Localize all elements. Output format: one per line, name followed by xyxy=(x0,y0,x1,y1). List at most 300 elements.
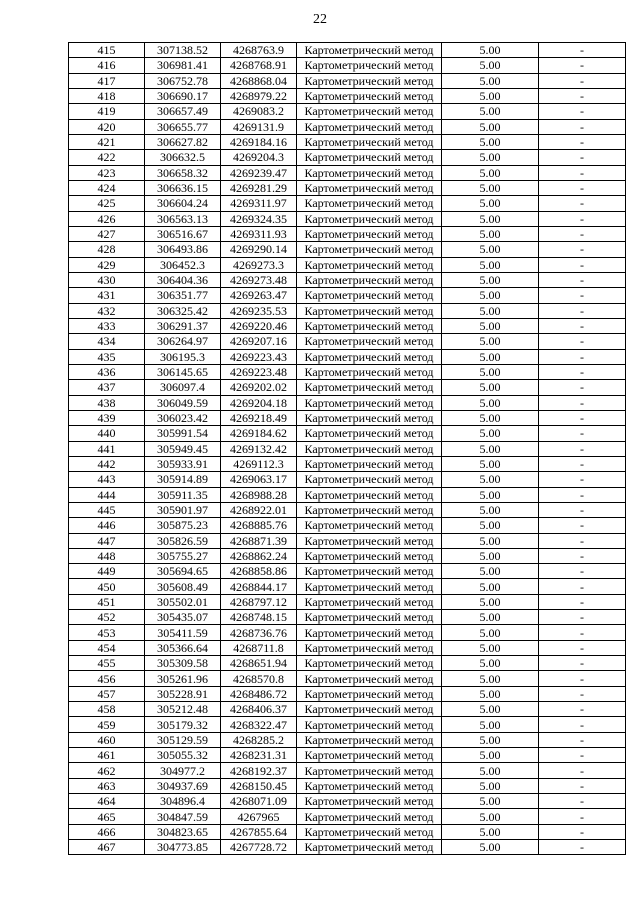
method-cell: Картометрический метод xyxy=(297,43,442,58)
point-number-cell: 445 xyxy=(69,502,145,517)
point-number-cell: 425 xyxy=(69,196,145,211)
method-cell: Картометрический метод xyxy=(297,134,442,149)
y-coordinate-cell: 4268844.17 xyxy=(221,579,297,594)
dash-cell: - xyxy=(539,809,626,824)
x-coordinate-cell: 304937.69 xyxy=(145,778,221,793)
method-cell: Картометрический метод xyxy=(297,303,442,318)
table-row xyxy=(69,763,626,778)
accuracy-cell: 5.00 xyxy=(442,824,539,839)
x-coordinate-cell: 306049.59 xyxy=(145,395,221,410)
x-coordinate-cell: 306516.67 xyxy=(145,226,221,241)
method-cell: Картометрический метод xyxy=(297,349,442,364)
method-cell: Картометрический метод xyxy=(297,441,442,456)
x-coordinate-cell: 305694.65 xyxy=(145,564,221,579)
table-row xyxy=(69,211,626,226)
table-row xyxy=(69,548,626,563)
accuracy-cell: 5.00 xyxy=(442,533,539,548)
accuracy-cell: 5.00 xyxy=(442,303,539,318)
y-coordinate-cell: 4267855.64 xyxy=(221,824,297,839)
table-row xyxy=(69,686,626,701)
x-coordinate-cell: 306658.32 xyxy=(145,165,221,180)
point-number-cell: 463 xyxy=(69,778,145,793)
method-cell: Картометрический метод xyxy=(297,702,442,717)
table-row xyxy=(69,303,626,318)
point-number-cell: 424 xyxy=(69,180,145,195)
point-number-cell: 446 xyxy=(69,518,145,533)
dash-cell: - xyxy=(539,196,626,211)
table-row xyxy=(69,533,626,548)
y-coordinate-cell: 4269204.18 xyxy=(221,395,297,410)
point-number-cell: 447 xyxy=(69,533,145,548)
point-number-cell: 436 xyxy=(69,364,145,379)
dash-cell: - xyxy=(539,318,626,333)
method-cell: Картометрический метод xyxy=(297,732,442,747)
point-number-cell: 437 xyxy=(69,380,145,395)
dash-cell: - xyxy=(539,671,626,686)
point-number-cell: 417 xyxy=(69,73,145,88)
dash-cell: - xyxy=(539,502,626,517)
x-coordinate-cell: 305366.64 xyxy=(145,640,221,655)
point-number-cell: 458 xyxy=(69,702,145,717)
table-row xyxy=(69,104,626,119)
point-number-cell: 416 xyxy=(69,58,145,73)
method-cell: Картометрический метод xyxy=(297,257,442,272)
point-number-cell: 466 xyxy=(69,824,145,839)
table-row xyxy=(69,594,626,609)
accuracy-cell: 5.00 xyxy=(442,119,539,134)
y-coordinate-cell: 4269223.43 xyxy=(221,349,297,364)
method-cell: Картометрический метод xyxy=(297,763,442,778)
accuracy-cell: 5.00 xyxy=(442,395,539,410)
y-coordinate-cell: 4268651.94 xyxy=(221,656,297,671)
x-coordinate-cell: 305179.32 xyxy=(145,717,221,732)
table-row xyxy=(69,318,626,333)
dash-cell: - xyxy=(539,58,626,73)
accuracy-cell: 5.00 xyxy=(442,487,539,502)
x-coordinate-cell: 306023.42 xyxy=(145,410,221,425)
point-number-cell: 450 xyxy=(69,579,145,594)
y-coordinate-cell: 4269235.53 xyxy=(221,303,297,318)
dash-cell: - xyxy=(539,594,626,609)
point-number-cell: 443 xyxy=(69,472,145,487)
table-row xyxy=(69,410,626,425)
accuracy-cell: 5.00 xyxy=(442,196,539,211)
table-row xyxy=(69,502,626,517)
table-row xyxy=(69,809,626,824)
method-cell: Картометрический метод xyxy=(297,88,442,103)
y-coordinate-cell: 4267965 xyxy=(221,809,297,824)
method-cell: Картометрический метод xyxy=(297,579,442,594)
accuracy-cell: 5.00 xyxy=(442,226,539,241)
method-cell: Картометрический метод xyxy=(297,717,442,732)
method-cell: Картометрический метод xyxy=(297,150,442,165)
table-row xyxy=(69,610,626,625)
accuracy-cell: 5.00 xyxy=(442,349,539,364)
y-coordinate-cell: 4268192.37 xyxy=(221,763,297,778)
table-row xyxy=(69,456,626,471)
method-cell: Картометрический метод xyxy=(297,625,442,640)
y-coordinate-cell: 4269223.48 xyxy=(221,364,297,379)
table-row xyxy=(69,73,626,88)
method-cell: Картометрический метод xyxy=(297,794,442,809)
table-row xyxy=(69,257,626,272)
dash-cell: - xyxy=(539,732,626,747)
x-coordinate-cell: 306563.13 xyxy=(145,211,221,226)
table-row xyxy=(69,840,626,855)
accuracy-cell: 5.00 xyxy=(442,778,539,793)
x-coordinate-cell: 305911.35 xyxy=(145,487,221,502)
dash-cell: - xyxy=(539,548,626,563)
dash-cell: - xyxy=(539,656,626,671)
accuracy-cell: 5.00 xyxy=(442,288,539,303)
accuracy-cell: 5.00 xyxy=(442,594,539,609)
table-row xyxy=(69,717,626,732)
x-coordinate-cell: 305991.54 xyxy=(145,426,221,441)
method-cell: Картометрический метод xyxy=(297,487,442,502)
method-cell: Картометрический метод xyxy=(297,778,442,793)
method-cell: Картометрический метод xyxy=(297,656,442,671)
table-row xyxy=(69,272,626,287)
point-number-cell: 448 xyxy=(69,548,145,563)
dash-cell: - xyxy=(539,778,626,793)
x-coordinate-cell: 306325.42 xyxy=(145,303,221,318)
point-number-cell: 442 xyxy=(69,456,145,471)
table-row xyxy=(69,165,626,180)
method-cell: Картометрический метод xyxy=(297,58,442,73)
x-coordinate-cell: 306636.15 xyxy=(145,180,221,195)
y-coordinate-cell: 4268862.24 xyxy=(221,548,297,563)
dash-cell: - xyxy=(539,211,626,226)
x-coordinate-cell: 305055.32 xyxy=(145,748,221,763)
point-number-cell: 444 xyxy=(69,487,145,502)
x-coordinate-cell: 305502.01 xyxy=(145,594,221,609)
accuracy-cell: 5.00 xyxy=(442,318,539,333)
x-coordinate-cell: 304823.65 xyxy=(145,824,221,839)
y-coordinate-cell: 4268071.09 xyxy=(221,794,297,809)
dash-cell: - xyxy=(539,349,626,364)
x-coordinate-cell: 306195.3 xyxy=(145,349,221,364)
accuracy-cell: 5.00 xyxy=(442,763,539,778)
table-row xyxy=(69,58,626,73)
x-coordinate-cell: 305875.23 xyxy=(145,518,221,533)
point-number-cell: 440 xyxy=(69,426,145,441)
table-row xyxy=(69,226,626,241)
x-coordinate-cell: 306351.77 xyxy=(145,288,221,303)
y-coordinate-cell: 4269202.02 xyxy=(221,380,297,395)
x-coordinate-cell: 306452.3 xyxy=(145,257,221,272)
x-coordinate-cell: 305309.58 xyxy=(145,656,221,671)
dash-cell: - xyxy=(539,564,626,579)
dash-cell: - xyxy=(539,717,626,732)
y-coordinate-cell: 4269184.16 xyxy=(221,134,297,149)
dash-cell: - xyxy=(539,426,626,441)
point-number-cell: 459 xyxy=(69,717,145,732)
dash-cell: - xyxy=(539,134,626,149)
table-row xyxy=(69,441,626,456)
method-cell: Картометрический метод xyxy=(297,610,442,625)
dash-cell: - xyxy=(539,472,626,487)
accuracy-cell: 5.00 xyxy=(442,625,539,640)
method-cell: Картометрический метод xyxy=(297,104,442,119)
y-coordinate-cell: 4269131.9 xyxy=(221,119,297,134)
method-cell: Картометрический метод xyxy=(297,196,442,211)
point-number-cell: 467 xyxy=(69,840,145,855)
x-coordinate-cell: 305826.59 xyxy=(145,533,221,548)
y-coordinate-cell: 4269273.3 xyxy=(221,257,297,272)
x-coordinate-cell: 306145.65 xyxy=(145,364,221,379)
point-number-cell: 430 xyxy=(69,272,145,287)
point-number-cell: 421 xyxy=(69,134,145,149)
dash-cell: - xyxy=(539,73,626,88)
method-cell: Картометрический метод xyxy=(297,180,442,195)
table-row xyxy=(69,778,626,793)
point-number-cell: 456 xyxy=(69,671,145,686)
point-number-cell: 451 xyxy=(69,594,145,609)
y-coordinate-cell: 4268871.39 xyxy=(221,533,297,548)
point-number-cell: 464 xyxy=(69,794,145,809)
y-coordinate-cell: 4269063.17 xyxy=(221,472,297,487)
accuracy-cell: 5.00 xyxy=(442,794,539,809)
accuracy-cell: 5.00 xyxy=(442,104,539,119)
x-coordinate-cell: 305129.59 xyxy=(145,732,221,747)
x-coordinate-cell: 306097.4 xyxy=(145,380,221,395)
point-number-cell: 435 xyxy=(69,349,145,364)
dash-cell: - xyxy=(539,334,626,349)
y-coordinate-cell: 4268922.01 xyxy=(221,502,297,517)
y-coordinate-cell: 4269184.62 xyxy=(221,426,297,441)
method-cell: Картометрический метод xyxy=(297,242,442,257)
x-coordinate-cell: 306632.5 xyxy=(145,150,221,165)
y-coordinate-cell: 4268885.76 xyxy=(221,518,297,533)
accuracy-cell: 5.00 xyxy=(442,73,539,88)
accuracy-cell: 5.00 xyxy=(442,211,539,226)
y-coordinate-cell: 4269281.29 xyxy=(221,180,297,195)
y-coordinate-cell: 4269132.42 xyxy=(221,441,297,456)
table-row xyxy=(69,518,626,533)
x-coordinate-cell: 306655.77 xyxy=(145,119,221,134)
method-cell: Картометрический метод xyxy=(297,119,442,134)
accuracy-cell: 5.00 xyxy=(442,671,539,686)
accuracy-cell: 5.00 xyxy=(442,840,539,855)
y-coordinate-cell: 4269207.16 xyxy=(221,334,297,349)
table-row xyxy=(69,150,626,165)
dash-cell: - xyxy=(539,364,626,379)
x-coordinate-cell: 305949.45 xyxy=(145,441,221,456)
method-cell: Картометрический метод xyxy=(297,671,442,686)
table-row xyxy=(69,564,626,579)
accuracy-cell: 5.00 xyxy=(442,748,539,763)
dash-cell: - xyxy=(539,840,626,855)
point-number-cell: 449 xyxy=(69,564,145,579)
x-coordinate-cell: 304773.85 xyxy=(145,840,221,855)
y-coordinate-cell: 4269273.48 xyxy=(221,272,297,287)
x-coordinate-cell: 305914.89 xyxy=(145,472,221,487)
point-number-cell: 418 xyxy=(69,88,145,103)
dash-cell: - xyxy=(539,610,626,625)
x-coordinate-cell: 305933.91 xyxy=(145,456,221,471)
table-row xyxy=(69,656,626,671)
accuracy-cell: 5.00 xyxy=(442,165,539,180)
x-coordinate-cell: 304847.59 xyxy=(145,809,221,824)
y-coordinate-cell: 4269290.14 xyxy=(221,242,297,257)
method-cell: Картометрический метод xyxy=(297,456,442,471)
accuracy-cell: 5.00 xyxy=(442,43,539,58)
point-number-cell: 429 xyxy=(69,257,145,272)
y-coordinate-cell: 4268748.15 xyxy=(221,610,297,625)
x-coordinate-cell: 306752.78 xyxy=(145,73,221,88)
method-cell: Картометрический метод xyxy=(297,226,442,241)
y-coordinate-cell: 4269239.47 xyxy=(221,165,297,180)
point-number-cell: 420 xyxy=(69,119,145,134)
table-row xyxy=(69,732,626,747)
method-cell: Картометрический метод xyxy=(297,211,442,226)
accuracy-cell: 5.00 xyxy=(442,257,539,272)
x-coordinate-cell: 305212.48 xyxy=(145,702,221,717)
y-coordinate-cell: 4268768.91 xyxy=(221,58,297,73)
method-cell: Картометрический метод xyxy=(297,395,442,410)
table-row xyxy=(69,824,626,839)
accuracy-cell: 5.00 xyxy=(442,472,539,487)
dash-cell: - xyxy=(539,487,626,502)
accuracy-cell: 5.00 xyxy=(442,456,539,471)
table-row xyxy=(69,579,626,594)
point-number-cell: 461 xyxy=(69,748,145,763)
point-number-cell: 460 xyxy=(69,732,145,747)
x-coordinate-cell: 306404.36 xyxy=(145,272,221,287)
dash-cell: - xyxy=(539,763,626,778)
method-cell: Картометрический метод xyxy=(297,594,442,609)
x-coordinate-cell: 306981.41 xyxy=(145,58,221,73)
table-row xyxy=(69,794,626,809)
dash-cell: - xyxy=(539,257,626,272)
dash-cell: - xyxy=(539,579,626,594)
y-coordinate-cell: 4269083.2 xyxy=(221,104,297,119)
dash-cell: - xyxy=(539,533,626,548)
x-coordinate-cell: 307138.52 xyxy=(145,43,221,58)
dash-cell: - xyxy=(539,824,626,839)
x-coordinate-cell: 305901.97 xyxy=(145,502,221,517)
accuracy-cell: 5.00 xyxy=(442,518,539,533)
method-cell: Картометрический метод xyxy=(297,518,442,533)
coordinates-table xyxy=(68,42,626,855)
x-coordinate-cell: 306493.86 xyxy=(145,242,221,257)
method-cell: Картометрический метод xyxy=(297,809,442,824)
method-cell: Картометрический метод xyxy=(297,318,442,333)
accuracy-cell: 5.00 xyxy=(442,58,539,73)
x-coordinate-cell: 306627.82 xyxy=(145,134,221,149)
page-number: 22 xyxy=(313,12,327,27)
table-row xyxy=(69,671,626,686)
coordinates-table-body xyxy=(69,43,626,855)
y-coordinate-cell: 4268285.2 xyxy=(221,732,297,747)
y-coordinate-cell: 4269311.93 xyxy=(221,226,297,241)
method-cell: Картометрический метод xyxy=(297,640,442,655)
table-row xyxy=(69,395,626,410)
dash-cell: - xyxy=(539,380,626,395)
y-coordinate-cell: 4269220.46 xyxy=(221,318,297,333)
dash-cell: - xyxy=(539,150,626,165)
point-number-cell: 462 xyxy=(69,763,145,778)
table-row xyxy=(69,180,626,195)
point-number-cell: 419 xyxy=(69,104,145,119)
dash-cell: - xyxy=(539,410,626,425)
accuracy-cell: 5.00 xyxy=(442,364,539,379)
method-cell: Картометрический метод xyxy=(297,686,442,701)
table-row xyxy=(69,334,626,349)
x-coordinate-cell: 306657.49 xyxy=(145,104,221,119)
accuracy-cell: 5.00 xyxy=(442,272,539,287)
accuracy-cell: 5.00 xyxy=(442,334,539,349)
point-number-cell: 453 xyxy=(69,625,145,640)
table-row xyxy=(69,380,626,395)
table-row xyxy=(69,702,626,717)
y-coordinate-cell: 4269324.35 xyxy=(221,211,297,226)
method-cell: Картометрический метод xyxy=(297,364,442,379)
method-cell: Картометрический метод xyxy=(297,334,442,349)
accuracy-cell: 5.00 xyxy=(442,702,539,717)
y-coordinate-cell: 4268150.45 xyxy=(221,778,297,793)
point-number-cell: 441 xyxy=(69,441,145,456)
x-coordinate-cell: 306291.37 xyxy=(145,318,221,333)
table-row xyxy=(69,134,626,149)
method-cell: Картометрический метод xyxy=(297,564,442,579)
y-coordinate-cell: 4268868.04 xyxy=(221,73,297,88)
method-cell: Картометрический метод xyxy=(297,548,442,563)
accuracy-cell: 5.00 xyxy=(442,441,539,456)
y-coordinate-cell: 4267728.72 xyxy=(221,840,297,855)
accuracy-cell: 5.00 xyxy=(442,88,539,103)
accuracy-cell: 5.00 xyxy=(442,150,539,165)
y-coordinate-cell: 4268570.8 xyxy=(221,671,297,686)
point-number-cell: 455 xyxy=(69,656,145,671)
dash-cell: - xyxy=(539,272,626,287)
point-number-cell: 465 xyxy=(69,809,145,824)
x-coordinate-cell: 305435.07 xyxy=(145,610,221,625)
accuracy-cell: 5.00 xyxy=(442,686,539,701)
y-coordinate-cell: 4268231.31 xyxy=(221,748,297,763)
dash-cell: - xyxy=(539,441,626,456)
point-number-cell: 457 xyxy=(69,686,145,701)
accuracy-cell: 5.00 xyxy=(442,579,539,594)
table-row xyxy=(69,426,626,441)
dash-cell: - xyxy=(539,686,626,701)
accuracy-cell: 5.00 xyxy=(442,640,539,655)
method-cell: Картометрический метод xyxy=(297,73,442,88)
y-coordinate-cell: 4268797.12 xyxy=(221,594,297,609)
accuracy-cell: 5.00 xyxy=(442,426,539,441)
dash-cell: - xyxy=(539,640,626,655)
x-coordinate-cell: 304896.4 xyxy=(145,794,221,809)
accuracy-cell: 5.00 xyxy=(442,180,539,195)
y-coordinate-cell: 4268711.8 xyxy=(221,640,297,655)
y-coordinate-cell: 4268486.72 xyxy=(221,686,297,701)
x-coordinate-cell: 306604.24 xyxy=(145,196,221,211)
x-coordinate-cell: 305228.91 xyxy=(145,686,221,701)
method-cell: Картометрический метод xyxy=(297,288,442,303)
point-number-cell: 423 xyxy=(69,165,145,180)
dash-cell: - xyxy=(539,104,626,119)
dash-cell: - xyxy=(539,288,626,303)
y-coordinate-cell: 4269311.97 xyxy=(221,196,297,211)
method-cell: Картометрический метод xyxy=(297,840,442,855)
point-number-cell: 439 xyxy=(69,410,145,425)
accuracy-cell: 5.00 xyxy=(442,732,539,747)
table-row xyxy=(69,196,626,211)
method-cell: Картометрический метод xyxy=(297,748,442,763)
point-number-cell: 454 xyxy=(69,640,145,655)
x-coordinate-cell: 306690.17 xyxy=(145,88,221,103)
method-cell: Картометрический метод xyxy=(297,380,442,395)
